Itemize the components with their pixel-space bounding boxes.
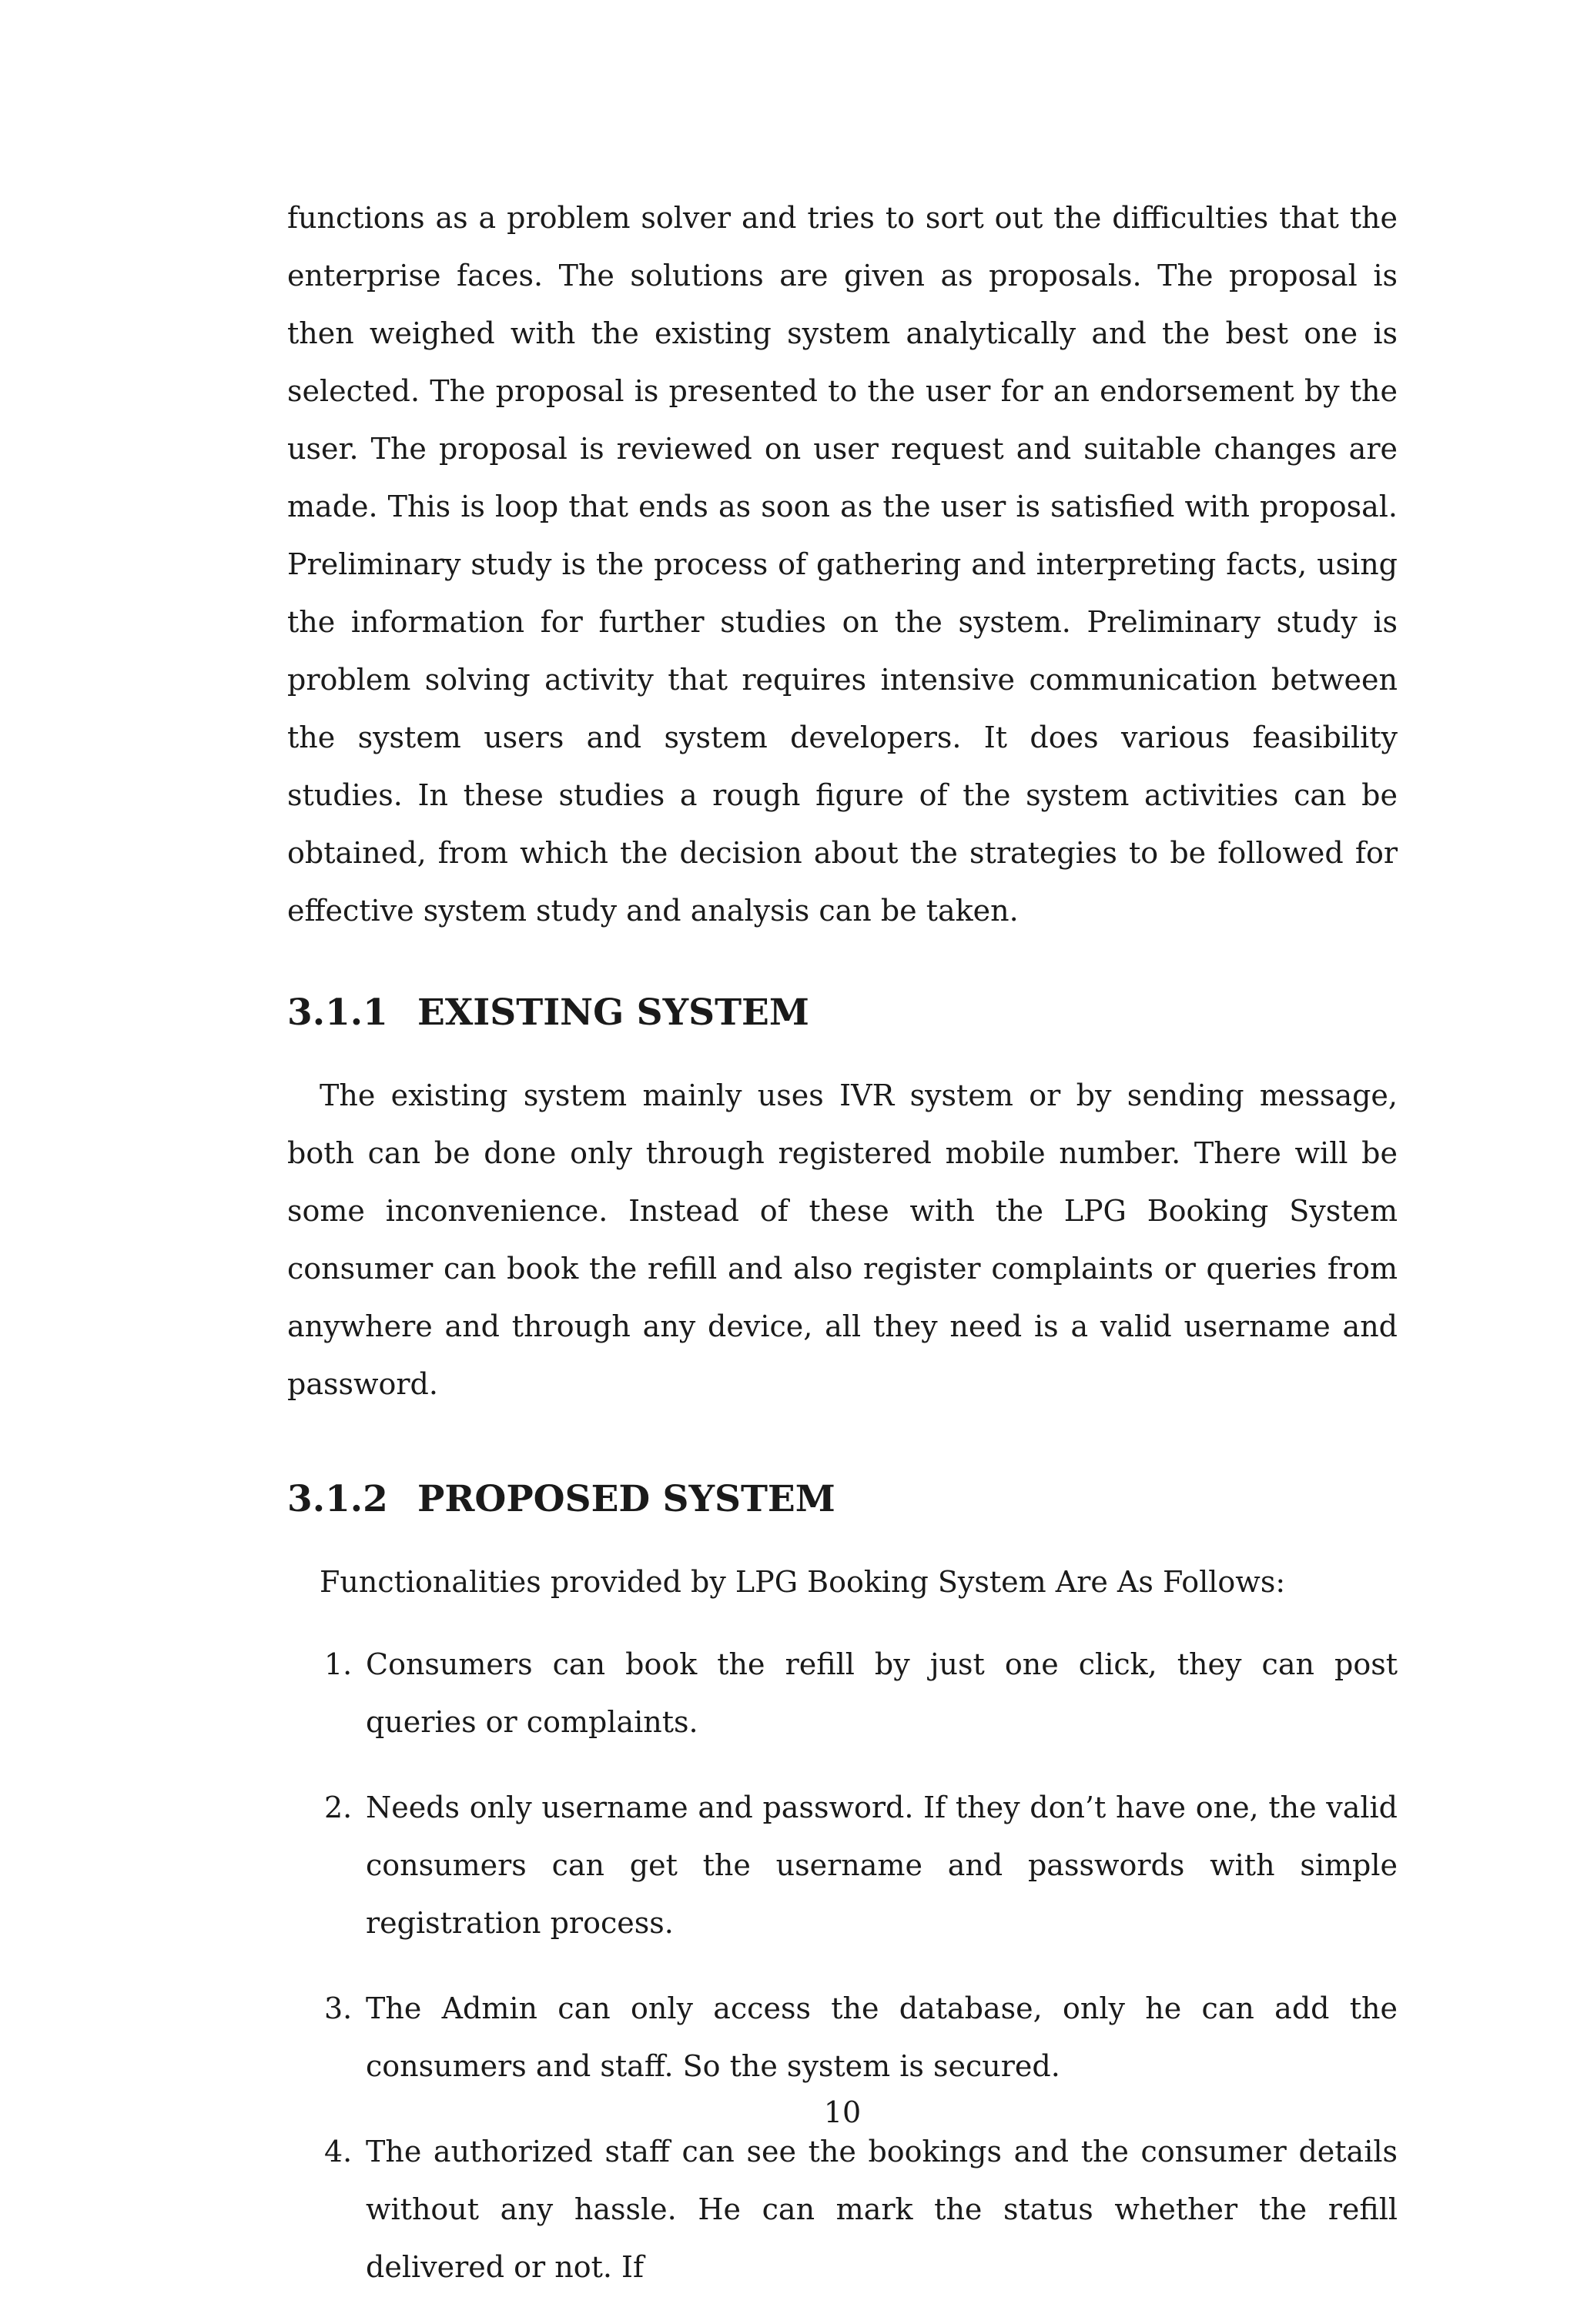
list-item-text: Needs only username and password. If they don’t have one, the valid consumers can get the username and passwords with simple registration process.	[366, 1791, 1398, 1940]
page-body	[287, 189, 1398, 2324]
section-number: 3.1.2	[287, 1478, 388, 1520]
functionalities-list	[287, 1636, 1398, 2296]
list-item-number: 1.	[324, 1647, 353, 1681]
list-item-text: Consumers can book the refill by just one click, they can post queries or complaints.	[366, 1647, 1398, 1739]
section-title: PROPOSED SYSTEM	[417, 1478, 835, 1520]
existing-system-heading	[287, 990, 1398, 1036]
proposed-system-intro: Functionalities provided by LPG Booking System Are As Follows:	[320, 1565, 1286, 1599]
list-item-number: 4.	[324, 2135, 353, 2169]
page-number: 10	[823, 2095, 862, 2129]
existing-system-paragraph: The existing system mainly uses IVR system or by sending message, both can be done only through registered mobile number. There will be some inconvenience. Instead of these with the LPG Booking System consumer can book the refill and also register complaints or queries from anywhere and through any device, all they need is a valid username and password.	[287, 1078, 1398, 1401]
list-item	[287, 1636, 1398, 1751]
list-item	[287, 2123, 1398, 2296]
section-number: 3.1.1	[287, 991, 388, 1034]
section-title: EXISTING SYSTEM	[417, 991, 809, 1034]
proposed-system-heading	[287, 1476, 1398, 1523]
list-item-text: The authorized staff can see the bookings and the consumer details without any hassle. He can mark the status whether the refill delivered or not. If	[366, 2135, 1398, 2284]
list-item	[287, 1779, 1398, 1952]
continuation-paragraph: functions as a problem solver and tries to sort out the difficulties that the enterprise faces. The solutions are given as proposals. The proposal is then weighed with the existing system analytically and the best one is selected. The proposal is presented to the user for an endorsement by the user. The proposal is reviewed on user request and suitable changes are made. This is loop that ends as soon as the user is satisfied with proposal. Preliminary study is the process of gathering and interpreting facts, using the information for further studies on the system. Preliminary study is problem solving activity that requires intensive communication between the system users and system developers. It does various feasibility studies. In these studies a rough figure of the system activities can be obtained, from which the decision about the strategies to be followed for effective system study and analysis can be taken.	[287, 201, 1398, 928]
list-item-number: 3.	[324, 1991, 353, 2025]
list-item-text: The Admin can only access the database, only he can add the consumers and staff. So the system is secured.	[366, 1991, 1398, 2083]
list-item-number: 2.	[324, 1791, 353, 1824]
list-item	[287, 1980, 1398, 2095]
